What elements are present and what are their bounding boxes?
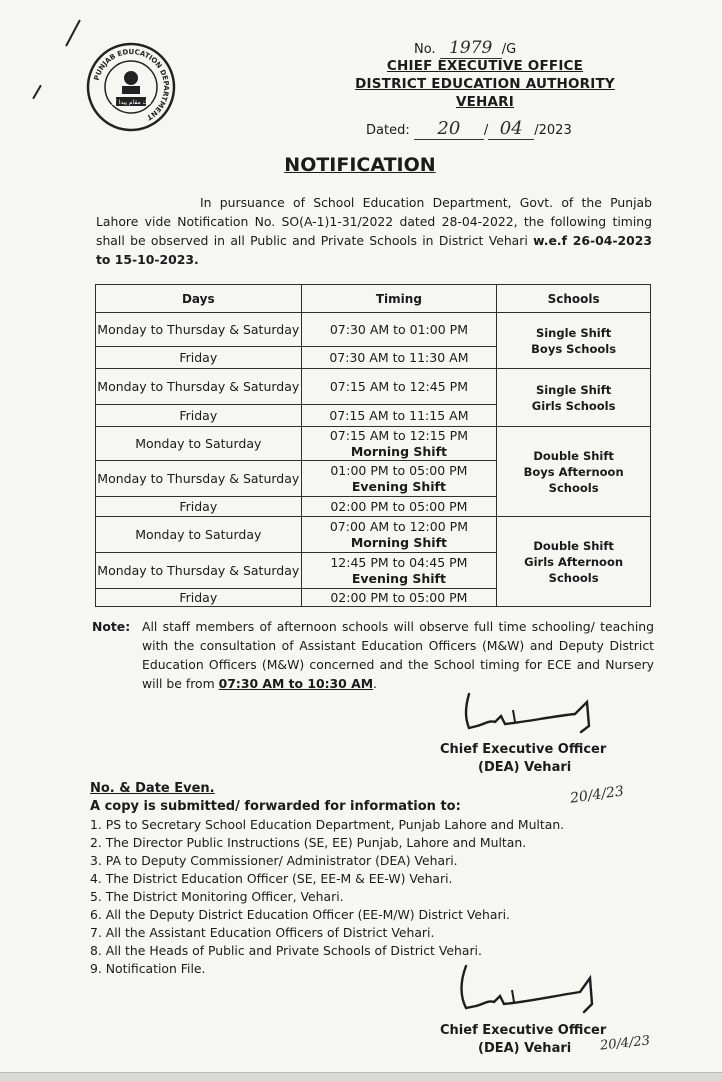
- school-line: Boys Afternoon: [523, 464, 624, 479]
- distribution-intro: A copy is submitted/ forwarded for information to:: [90, 799, 461, 814]
- distribution-list: [90, 816, 670, 978]
- list-item: 3. PA to Deputy Commissioner/ Administrator (DEA) Vehari.: [90, 853, 458, 868]
- school-line: Schools: [548, 570, 599, 585]
- timing-cell: [301, 517, 497, 553]
- list-item: 9. Notification File.: [90, 961, 206, 976]
- school-line: Girls Afternoon: [524, 554, 624, 569]
- days-cell: Monday to Thursday & Saturday: [96, 553, 302, 589]
- dated-line: Dated: 20 / 04 /2023: [366, 118, 572, 139]
- reference-number: [414, 38, 516, 59]
- signature-1: [455, 688, 615, 748]
- schools-cell: [497, 313, 651, 369]
- days-cell: Monday to Thursday & Saturday: [96, 369, 302, 405]
- days-cell: Monday to Thursday & Saturday: [96, 461, 302, 497]
- shift-label: Morning Shift: [350, 443, 447, 459]
- notification-title: NOTIFICATION: [284, 154, 436, 176]
- pen-mark: [32, 85, 42, 100]
- timing-cell: 07:15 AM to 11:15 AM: [301, 405, 497, 427]
- list-item: 8. All the Heads of Public and Private Schools of District Vehari.: [90, 943, 482, 958]
- svg-text:ایک مقام پیدا کر: ایک مقام پیدا کر: [110, 99, 152, 106]
- signature-2-subtitle: (DEA) Vehari: [478, 1041, 572, 1056]
- signature-2-initials: 20/4/23: [599, 1033, 651, 1054]
- table-row: [96, 427, 651, 461]
- timing-cell: 07:15 AM to 12:45 PM: [301, 369, 497, 405]
- signature-2-title: Chief Executive Officer: [440, 1023, 607, 1038]
- office-heading: CHIEF EXECUTIVE OFFICE: [386, 58, 584, 74]
- school-line: Girls Schools: [531, 398, 616, 413]
- timing-cell: 02:00 PM to 05:00 PM: [301, 497, 497, 517]
- intro-paragraph: [96, 193, 652, 269]
- header-schools: Schools: [497, 285, 651, 313]
- shift-label: Morning Shift: [350, 534, 447, 550]
- dated-label: Dated:: [366, 123, 410, 138]
- list-item: 1. PS to Secretary School Education Department, Punjab Lahore and Multan.: [90, 817, 565, 832]
- note-text: All staff members of afternoon schools will observe full time schooling/ teaching with the consultation of Assistant Education Officers (M&W) and Deputy District Education Officers (M&W) concerned and the School timing for ECE and Nursery will be from: [142, 619, 654, 691]
- timing-cell: [301, 461, 497, 497]
- timing-cell: 07:30 AM to 01:00 PM: [301, 313, 497, 347]
- days-cell: Friday: [96, 405, 302, 427]
- note-label: Note:: [92, 619, 131, 634]
- district-heading: VEHARI: [455, 94, 515, 110]
- timing-cell: [301, 553, 497, 589]
- no-label: No.: [414, 42, 436, 57]
- effective-dates: w.e.f 26-04-2023 to 15-10-2023.: [96, 233, 652, 267]
- signature-2: [450, 962, 620, 1026]
- school-line: Double Shift: [533, 448, 614, 463]
- school-line: Double Shift: [533, 538, 614, 553]
- table-row: [96, 517, 651, 553]
- list-item: 7. All the Assistant Education Officers of District Vehari.: [90, 925, 435, 940]
- note: [92, 617, 654, 693]
- school-line: Schools: [548, 480, 599, 495]
- department-seal: [86, 42, 176, 132]
- timing-value: 07:00 AM to 12:00 PM: [329, 518, 468, 534]
- signature-1-subtitle: (DEA) Vehari: [478, 760, 572, 775]
- list-item: 2. The Director Public Instructions (SE, EE) Punjab, Lahore and Multan.: [90, 835, 527, 850]
- distribution-heading: No. & Date Even.: [90, 781, 215, 796]
- school-line: Boys Schools: [531, 341, 617, 356]
- timing-cell: 02:00 PM to 05:00 PM: [301, 589, 497, 607]
- days-cell: Friday: [96, 497, 302, 517]
- signature-1-initials: 20/4/23: [569, 783, 625, 807]
- date-month: 04: [488, 118, 534, 140]
- date-year: /2023: [534, 123, 572, 138]
- school-line: Single Shift: [535, 382, 612, 397]
- header-timing: Timing: [301, 285, 497, 313]
- timing-cell: 07:30 AM to 11:30 AM: [301, 347, 497, 369]
- schools-cell: [497, 517, 651, 607]
- signature-1-block: [440, 741, 630, 777]
- timing-value: 01:00 PM to 05:00 PM: [330, 462, 468, 478]
- list-item: 6. All the Deputy District Education Officer (EE-M/W) District Vehari.: [90, 907, 510, 922]
- table-row: [96, 369, 651, 405]
- pen-mark: [65, 19, 81, 46]
- timing-value: 07:15 AM to 12:15 PM: [329, 427, 468, 443]
- note-end: .: [373, 676, 377, 691]
- svg-text:PUNJAB EDUCATION DEPARTMENT: PUNJAB EDUCATION DEPARTMENT: [92, 47, 171, 122]
- header-days: Days: [96, 285, 302, 313]
- distribution: [90, 780, 670, 978]
- timing-value: 12:45 PM to 04:45 PM: [330, 554, 468, 570]
- days-cell: Monday to Saturday: [96, 427, 302, 461]
- schools-cell: [497, 369, 651, 427]
- ece-timing: 07:30 AM to 10:30 AM: [218, 676, 374, 691]
- list-item: 4. The District Education Officer (SE, EE-M & EE-W) Vehari.: [90, 871, 453, 886]
- days-cell: Friday: [96, 589, 302, 607]
- list-item: 5. The District Monitoring Officer, Vehari.: [90, 889, 344, 904]
- shift-label: Evening Shift: [351, 570, 446, 586]
- date-day: 20: [414, 118, 484, 140]
- days-cell: Monday to Saturday: [96, 517, 302, 553]
- table-header-row: [96, 285, 651, 313]
- table-row: [96, 313, 651, 347]
- shift-label: Evening Shift: [351, 478, 446, 494]
- school-line: Single Shift: [535, 325, 612, 340]
- no-suffix: /G: [501, 42, 517, 57]
- days-cell: Friday: [96, 347, 302, 369]
- schools-cell: [497, 427, 651, 517]
- authority-heading: DISTRICT EDUCATION AUTHORITY: [355, 76, 615, 92]
- signature-1-title: Chief Executive Officer: [440, 742, 607, 757]
- paragraph-text: In pursuance of School Education Department, Govt. of the Punjab Lahore vide Notification No. SO(A-1)1-31/2022 dated 28-04-2022, the following timing shall be observed in all Public and Private Schools in District Vehari: [96, 195, 652, 248]
- no-value: 1979: [440, 38, 502, 59]
- timing-cell: [301, 427, 497, 461]
- timing-table: [95, 284, 651, 607]
- days-cell: Monday to Thursday & Saturday: [96, 313, 302, 347]
